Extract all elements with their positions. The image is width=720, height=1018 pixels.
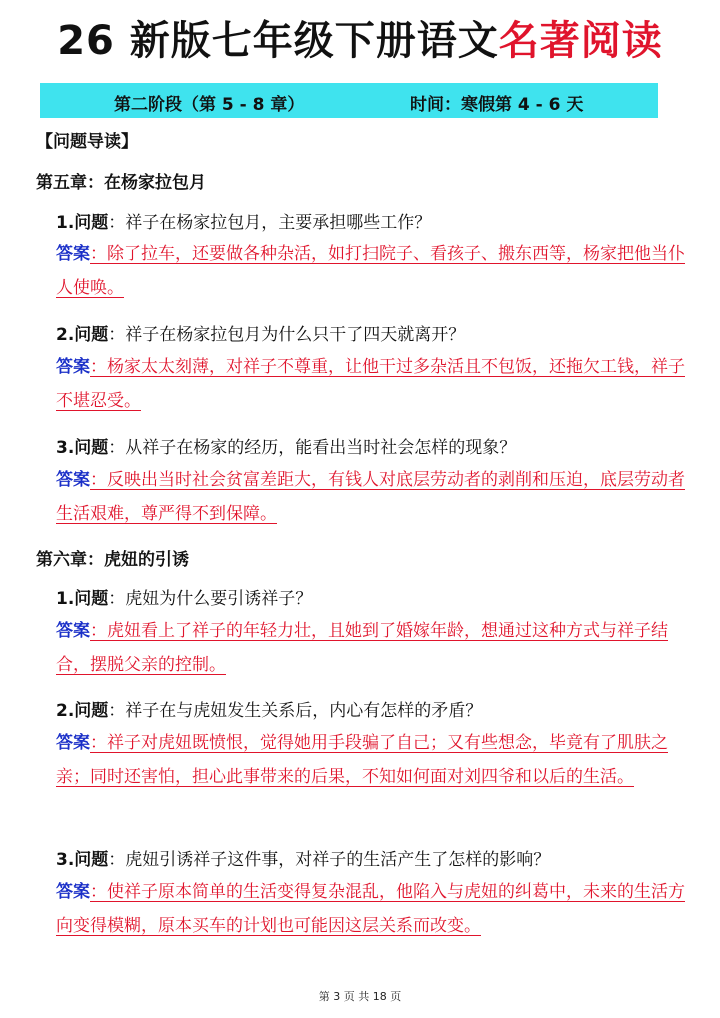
answer-label: 答案 [56,733,90,753]
chapter-title: 第六章：虎妞的引诱 [36,550,189,570]
answer-label: 答案 [56,621,90,641]
page-title [0,14,720,68]
question-text: ：祥子在与虎妞发生关系后，内心有怎样的矛盾？ [108,701,483,721]
answer-label: 答案 [56,470,90,490]
answer [56,875,688,943]
answer-text: ：祥子对虎妞既愤恨，觉得她用手段骗了自己；又有些想念，毕竟有了肌肤之亲；同时还害怕，担心此事带来的后果，不知如何面对刘四爷和以后的生活。 [56,733,668,787]
question-number: 1.问题 [56,213,109,233]
answer-text: ：反映出当时社会贫富差距大，有钱人对底层劳动者的剥削和压迫，底层劳动者生活艰难，尊严得不到保障。 [56,470,685,524]
question [56,208,431,233]
question [56,433,516,458]
question-text: ：虎妞引诱祥子这件事，对祥子的生活产生了怎样的影响？ [108,850,551,870]
title-red-part: 名著阅读 [498,18,663,64]
answer-text: ：虎妞看上了祥子的年轻力壮，且她到了婚嫁年龄，想通过这种方式与祥子结合，摆脱父亲的控制。 [56,621,668,675]
question-number: 3.问题 [56,438,109,458]
section-label: 【问题导读】 [36,132,138,152]
page-footer: 第 3 页 共 18 页 [318,990,402,1003]
question-text: ：祥子在杨家拉包月，主要承担哪些工作？ [108,213,432,233]
question-number: 2.问题 [56,701,109,721]
question [56,696,482,721]
banner-stage: 第二阶段（第 5 - 8 章） [114,95,305,115]
question-text: ：祥子在杨家拉包月为什么只干了四天就离开？ [108,325,466,345]
question-number: 1.问题 [56,589,109,609]
answer [56,237,688,305]
answer-label: 答案 [56,357,90,377]
chapter-title: 第五章：在杨家拉包月 [36,173,206,193]
answer-text: ：除了拉车，还要做各种杂活，如打扫院子、看孩子、搬东西等，杨家把他当仆人使唤。 [56,244,685,298]
answer-label: 答案 [56,244,90,264]
question-text: ：虎妞为什么要引诱祥子？ [108,589,313,609]
title-black-part: 26 新版七年级下册语文 [57,18,499,64]
answer [56,726,688,794]
question-text: ：从祥子在杨家的经历，能看出当时社会怎样的现象？ [108,438,517,458]
question [56,584,312,609]
answer [56,614,688,682]
question [56,845,550,870]
banner-time: 时间：寒假第 4 - 6 天 [410,95,584,115]
answer [56,463,688,531]
question [56,320,465,345]
answer [56,350,688,418]
answer-label: 答案 [56,882,90,902]
question-number: 3.问题 [56,850,109,870]
answer-text: ：杨家太太刻薄，对祥子不尊重，让他干过多杂活且不包饭，还拖欠工钱，祥子不堪忍受。 [56,357,685,411]
question-number: 2.问题 [56,325,109,345]
stage-banner [40,83,658,118]
answer-text: ：使祥子原本简单的生活变得复杂混乱，他陷入与虎妞的纠葛中，未来的生活方向变得模糊，原本买车的计划也可能因这层关系而改变。 [56,882,685,936]
